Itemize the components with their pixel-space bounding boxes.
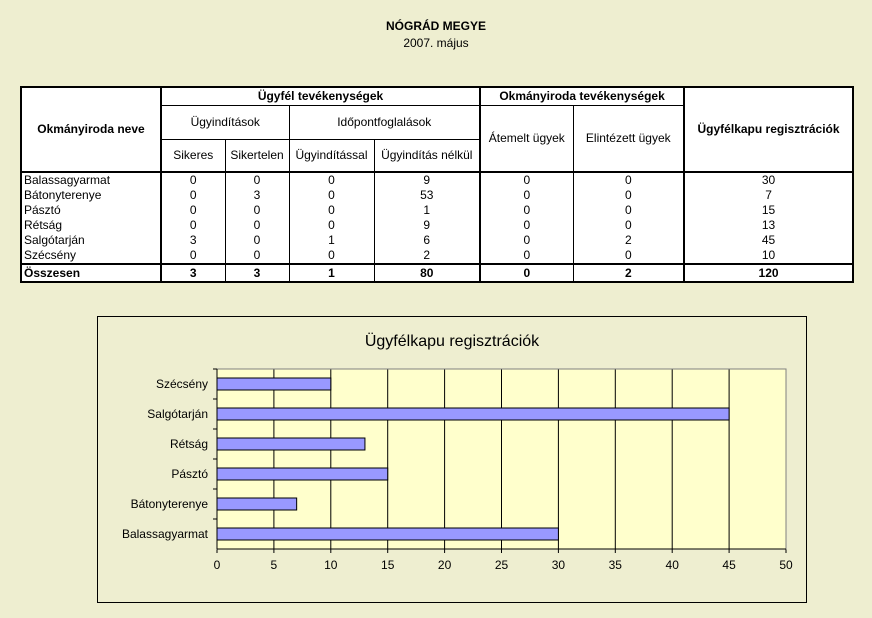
table-cell: 0 bbox=[573, 248, 684, 264]
office-name-cell: Szécsény bbox=[21, 248, 161, 264]
table-cell: 0 bbox=[289, 203, 374, 218]
table-cell: 0 bbox=[573, 218, 684, 233]
bar-Bátonyterenye bbox=[217, 498, 297, 510]
table-cell: 1 bbox=[289, 233, 374, 248]
table-row bbox=[21, 188, 853, 203]
table-row bbox=[21, 203, 853, 218]
table-cell: 15 bbox=[684, 203, 853, 218]
x-tick-label: 35 bbox=[608, 558, 622, 572]
col-with-initiation: Ügyindítással bbox=[289, 139, 374, 172]
x-tick-label: 5 bbox=[270, 558, 278, 572]
total-cell: 1 bbox=[289, 264, 374, 282]
y-category-label: Bátonyterenye bbox=[130, 497, 208, 511]
col-registrations: Ügyfélkapu regisztrációk bbox=[684, 87, 853, 172]
table-cell: 0 bbox=[480, 233, 573, 248]
page-subtitle: 2007. május bbox=[403, 36, 469, 50]
table-cell: 0 bbox=[480, 188, 573, 203]
table-cell: 3 bbox=[225, 188, 289, 203]
office-name-cell: Rétság bbox=[21, 218, 161, 233]
group-client-activities: Ügyfél tevékenységek bbox=[161, 87, 480, 105]
x-tick-label: 0 bbox=[213, 558, 221, 572]
x-tick-label: 20 bbox=[437, 558, 452, 572]
total-label: Összesen bbox=[21, 264, 161, 282]
page-title: NÓGRÁD MEGYE bbox=[385, 19, 486, 33]
x-tick-label: 10 bbox=[324, 558, 338, 572]
table-cell: 45 bbox=[684, 233, 853, 248]
col-successful: Sikeres bbox=[161, 139, 225, 172]
table-cell: 9 bbox=[374, 172, 480, 188]
table-cell: 0 bbox=[573, 172, 684, 188]
total-cell: 0 bbox=[480, 264, 573, 282]
table-cell: 0 bbox=[289, 218, 374, 233]
total-cell: 120 bbox=[684, 264, 853, 282]
table-cell: 0 bbox=[573, 203, 684, 218]
table-cell: 0 bbox=[161, 172, 225, 188]
registrations-chart bbox=[97, 316, 807, 603]
y-category-label: Balassagyarmat bbox=[121, 527, 208, 541]
table-cell: 9 bbox=[374, 218, 480, 233]
table-cell: 0 bbox=[480, 248, 573, 264]
col-office-name: Okmányiroda neve bbox=[21, 87, 161, 172]
table-cell: 10 bbox=[684, 248, 853, 264]
bar-Rétság bbox=[217, 438, 365, 450]
bar-Balassagyarmat bbox=[217, 528, 558, 540]
table-cell: 30 bbox=[684, 172, 853, 188]
table-cell: 53 bbox=[374, 188, 480, 203]
table-cell: 0 bbox=[225, 233, 289, 248]
table-cell: 0 bbox=[573, 188, 684, 203]
table-cell: 0 bbox=[289, 172, 374, 188]
total-cell: 3 bbox=[225, 264, 289, 282]
x-tick-label: 40 bbox=[665, 558, 679, 572]
table-cell: 1 bbox=[374, 203, 480, 218]
y-category-label: Pásztó bbox=[171, 467, 208, 481]
table-cell: 3 bbox=[161, 233, 225, 248]
group-office-activities: Okmányiroda tevékenységek bbox=[480, 87, 684, 105]
y-category-label: Rétság bbox=[169, 437, 208, 451]
table-cell: 0 bbox=[480, 203, 573, 218]
table-cell: 0 bbox=[225, 248, 289, 264]
table-cell: 7 bbox=[684, 188, 853, 203]
chart-title: Ügyfélkapu regisztrációk bbox=[364, 333, 540, 350]
x-tick-label: 50 bbox=[779, 558, 793, 572]
total-cell: 2 bbox=[573, 264, 684, 282]
col-resolved: Elintézett ügyek bbox=[573, 105, 684, 172]
y-category-label: Szécsény bbox=[155, 377, 208, 391]
table-cell: 0 bbox=[161, 218, 225, 233]
table-row bbox=[21, 248, 853, 264]
bar-Salgótarján bbox=[217, 408, 729, 420]
table-cell: 0 bbox=[225, 203, 289, 218]
table-row bbox=[21, 218, 853, 233]
table-cell: 0 bbox=[225, 218, 289, 233]
table-cell: 13 bbox=[684, 218, 853, 233]
office-name-cell: Salgótarján bbox=[21, 233, 161, 248]
table-cell: 2 bbox=[374, 248, 480, 264]
table-cell: 0 bbox=[161, 188, 225, 203]
table-cell: 0 bbox=[480, 218, 573, 233]
table-cell: 2 bbox=[573, 233, 684, 248]
office-name-cell: Balassagyarmat bbox=[21, 172, 161, 188]
table-cell: 0 bbox=[289, 188, 374, 203]
x-tick-label: 30 bbox=[551, 558, 566, 572]
sub-initiations: Ügyindítások bbox=[161, 105, 289, 139]
table-cell: 0 bbox=[161, 203, 225, 218]
y-category-label: Salgótarján bbox=[147, 407, 208, 421]
table-row bbox=[21, 233, 853, 248]
table-row bbox=[21, 172, 853, 188]
office-name-cell: Pásztó bbox=[21, 203, 161, 218]
x-tick-label: 15 bbox=[381, 558, 395, 572]
x-tick-label: 25 bbox=[494, 558, 509, 572]
bar-Pásztó bbox=[217, 468, 388, 480]
table-cell: 6 bbox=[374, 233, 480, 248]
table-cell: 0 bbox=[225, 172, 289, 188]
table-cell: 0 bbox=[480, 172, 573, 188]
table-total-row bbox=[21, 264, 853, 282]
total-cell: 3 bbox=[161, 264, 225, 282]
x-tick-label: 45 bbox=[722, 558, 736, 572]
total-cell: 80 bbox=[374, 264, 480, 282]
table-cell: 0 bbox=[289, 248, 374, 264]
office-name-cell: Bátonyterenye bbox=[21, 188, 161, 203]
col-transferred: Átemelt ügyek bbox=[480, 105, 573, 172]
registration-table bbox=[20, 86, 854, 283]
chart-svg bbox=[98, 317, 806, 602]
sub-appointments: Időpontfoglalások bbox=[289, 105, 480, 139]
col-without-initiation: Ügyindítás nélkül bbox=[374, 139, 480, 172]
bar-Szécsény bbox=[217, 378, 331, 390]
col-unsuccessful: Sikertelen bbox=[225, 139, 289, 172]
table-cell: 0 bbox=[161, 248, 225, 264]
